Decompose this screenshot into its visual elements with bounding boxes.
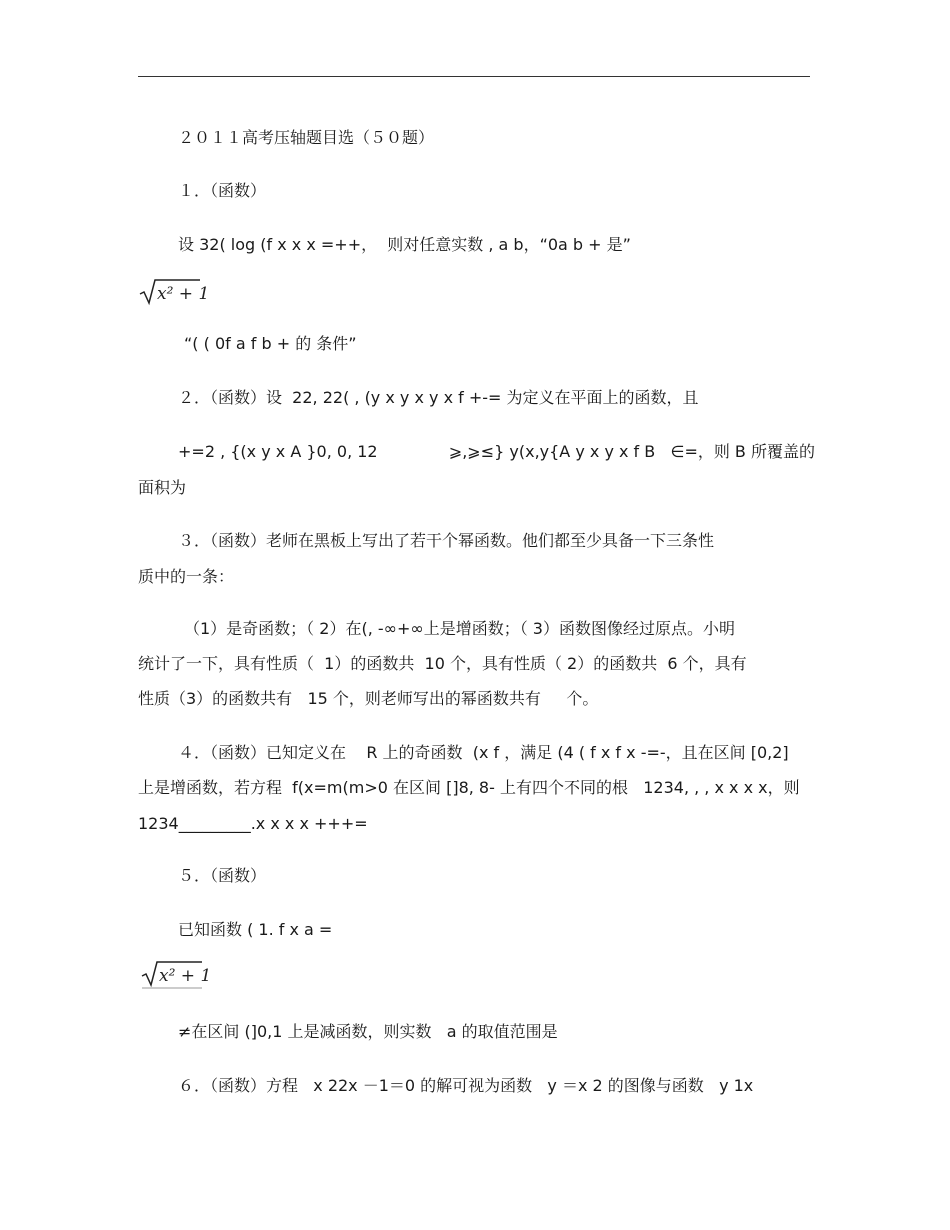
q1-line-1: 设 32( log (f x x x =++， 则对任意实数 , a b，“0a b + 是” bbox=[178, 235, 631, 254]
q1-line-2: “( ( 0f a f b + 的 条件” bbox=[184, 334, 357, 353]
q4-line-3: 1234_________.x x x x +++= bbox=[138, 814, 368, 833]
sqrt-formula-text-1: x² + 1 bbox=[157, 284, 210, 304]
q3-line-4: 统计了一下，具有性质（ 1）的函数共 10 个，具有性质（ 2）的函数共 6 个，具有 bbox=[138, 654, 747, 673]
q6-line-1: ６．（函数）方程 x 22x －1＝0 的解可视为函数 y ＝x 2 的图像与函数 y 1x bbox=[178, 1076, 754, 1095]
q2-line-3: 面积为 bbox=[138, 478, 187, 497]
header-rule bbox=[138, 76, 810, 77]
q2-line-1: ２．（函数）设 22, 22( , (y x y x y x f +-= 为定义在平面上的函数，且 bbox=[178, 388, 699, 407]
page-title: ２０１１高考压轴题目选（５０题） bbox=[178, 128, 435, 147]
sqrt-formula-image-1 bbox=[138, 276, 210, 306]
q2-line-2: +=2 , {(x y x A }0, 0, 12 ⩾,⩾≤} y(x,y{A y x y x f B ∈=，则 B 所覆盖的 bbox=[178, 442, 815, 461]
q5-line-1: 已知函数 ( 1. f x a = bbox=[178, 920, 333, 939]
q3-line-5: 性质（3）的函数共有 15 个，则老师写出的幂函数共有 个。 bbox=[138, 689, 599, 708]
q4-line-1: ４．（函数）已知定义在 R 上的奇函数 (x f ，满足 (4 ( f x f x -=-，且在区间 [0,2] bbox=[178, 743, 789, 762]
sqrt-formula-image-2 bbox=[140, 958, 212, 988]
q3-line-1: ３．（函数）老师在黑板上写出了若干个幂函数。他们都至少具备一下三条性 bbox=[178, 531, 715, 550]
q3-line-3: （1）是奇函数；（ 2）在(, -∞+∞上是增函数；（ 3）函数图像经过原点。小明 bbox=[184, 619, 735, 638]
q5-header: ５．（函数） bbox=[178, 866, 267, 885]
q3-line-2: 质中的一条： bbox=[138, 567, 235, 586]
q5-line-2: ≠在区间 (]0,1 上是减函数，则实数 a 的取值范围是 bbox=[178, 1022, 558, 1041]
q4-line-2: 上是增函数，若方程 f(x=m(m>0 在区间 []8, 8- 上有四个不同的根 1234, , , x x x x，则 bbox=[138, 778, 800, 797]
sqrt-formula-text-2: x² + 1 bbox=[159, 966, 212, 986]
q1-header: １．（函数） bbox=[178, 181, 267, 200]
